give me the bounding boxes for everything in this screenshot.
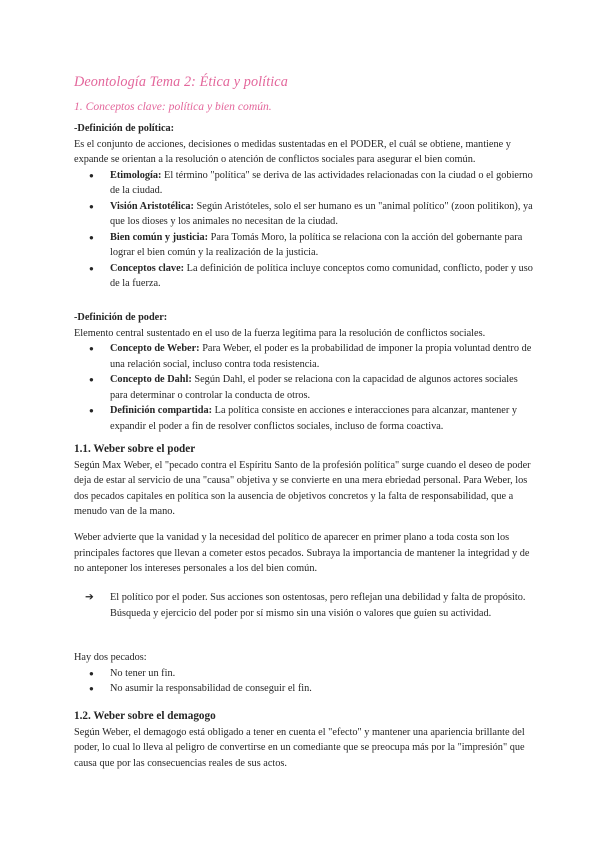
item-label: Visión Aristotélica:	[110, 200, 194, 212]
arrow-list	[74, 590, 534, 621]
poder-list	[74, 341, 534, 434]
item-label: Concepto de Dahl:	[110, 374, 192, 385]
list-item	[74, 261, 534, 292]
item-label: Etimología:	[110, 169, 162, 181]
weber-poder-paragraph-2: Weber advierte que la vanidad y la necesidad del político de aparecer en primer plano a toda costa son los principales factores que llevan a cometer estos pecados. Subraya la importancia de mantener la integridad y de no anteponer los intereses personales a los del bien común.	[74, 532, 530, 574]
list-item	[74, 230, 534, 261]
pecados-intro: Hay dos pecados:	[74, 652, 147, 663]
list-item	[74, 199, 534, 230]
item-text: Según Dahl, el poder se relaciona con la capacidad de algunos actores sociales para determinar o controlar la conducta de otros.	[110, 374, 518, 401]
poder-section	[74, 310, 534, 434]
item-label: Definición compartida:	[110, 405, 213, 416]
pecado-text: No tener un fin.	[110, 667, 176, 679]
politica-heading: -Definición de política:	[74, 123, 175, 134]
item-text: La política consiste en acciones e interacciones para alcanzar, mantener y expandir el poder a fin de resolver conflictos sociales, incluso de forma coactiva.	[110, 405, 518, 432]
list-item	[74, 341, 534, 372]
item-text: Para Tomás Moro, la política se relaciona con la acción del gobernante para lograr el bien común y la realización de la justicia.	[110, 231, 523, 258]
list-item	[74, 681, 534, 697]
list-item	[74, 590, 534, 621]
bullet-icon: ●	[89, 344, 94, 353]
arrow-right-icon: ➔	[85, 592, 94, 603]
item-text: El término "política" se deriva de las actividades relacionadas con la ciudad o el gobierno de la ciudad.	[110, 169, 533, 196]
poder-heading: -Definición de poder:	[74, 312, 168, 323]
bullet-icon: ●	[89, 263, 94, 273]
document-title: Deontología Tema 2: Ética y política	[74, 74, 288, 90]
politica-section	[74, 121, 534, 292]
list-item	[74, 403, 534, 434]
weber-demagogo-paragraph: Según Weber, el demagogo está obligado a tener en cuenta el "efecto" y mantener una apariencia brillante del poder, lo cual lo lleva al peligro de convertirse en un comediante que se preocupa más por la "impresión" que causa que por las consecuencias reales de sus actos.	[74, 726, 525, 769]
item-label: Bien común y justicia:	[110, 231, 209, 243]
weber-poder-arrow-block	[74, 590, 534, 621]
weber-demagogo-section	[74, 709, 534, 771]
politica-list	[74, 168, 534, 292]
bullet-icon: ●	[89, 201, 94, 211]
item-label: Concepto de Weber:	[110, 343, 200, 354]
pecado-text: No asumir la responsabilidad de conseguir el fin.	[110, 683, 312, 694]
list-item	[74, 666, 534, 682]
politica-intro: Es el conjunto de acciones, decisiones o medidas sustentadas en el PODER, el cuál se obtiene, mantiene y expande se orientan a la resolución o atención de conflictos sociales para asegurar el bien común.	[74, 138, 511, 165]
item-text: Según Aristóteles, solo el ser humano es un "animal político" (zoon politikon), ya que los dioses y los animales no necesitan de la ciudad.	[110, 200, 533, 227]
list-item	[74, 372, 534, 403]
pecados-block	[74, 650, 534, 697]
arrow-item-text: El político por el poder. Sus acciones son ostentosas, pero reflejan una debilidad y falta de propósito. Búsqueda y ejercicio del poder por sí mismo sin una visión o valores que guíen su actividad.	[110, 592, 526, 619]
bullet-icon: ●	[89, 170, 94, 180]
bullet-icon: ●	[89, 668, 94, 678]
weber-poder-section	[74, 442, 534, 520]
list-item	[74, 168, 534, 199]
item-label: Conceptos clave:	[110, 262, 185, 274]
item-text: La definición de política incluye conceptos como comunidad, conflicto, poder y uso de la fuerza.	[110, 262, 533, 289]
bullet-icon: ●	[89, 406, 94, 415]
item-text: Para Weber, el poder es la probabilidad de imponer la propia voluntad dentro de una relación social, incluso contra toda resistencia.	[110, 343, 532, 370]
poder-intro: Elemento central sustentado en el uso de la fuerza legítima para la resolución de conflictos sociales.	[74, 327, 486, 339]
weber-poder-paragraph-1: Según Max Weber, el "pecado contra el Espíritu Santo de la profesión política" surge cuando el deseo de poder deja de estar al servicio de una "causa" objetiva y se convierte en una mera ebriedad personal. Para Weber, los dos pecados capitales en política son la ausencia de objetivos concretos y la falta de responsabilidad, que a menudo van de la mano.	[74, 459, 531, 517]
section-subtitle: 1. Conceptos clave: política y bien común.	[74, 100, 272, 113]
weber-poder-heading: 1.1. Weber sobre el poder	[74, 443, 196, 455]
bullet-icon: ●	[89, 232, 94, 242]
bullet-icon: ●	[89, 684, 94, 693]
weber-demagogo-heading: 1.2. Weber sobre el demagogo	[74, 710, 216, 722]
weber-poder-paragraph-2-block	[74, 530, 534, 577]
pecados-list	[74, 666, 534, 697]
bullet-icon: ●	[89, 375, 94, 384]
